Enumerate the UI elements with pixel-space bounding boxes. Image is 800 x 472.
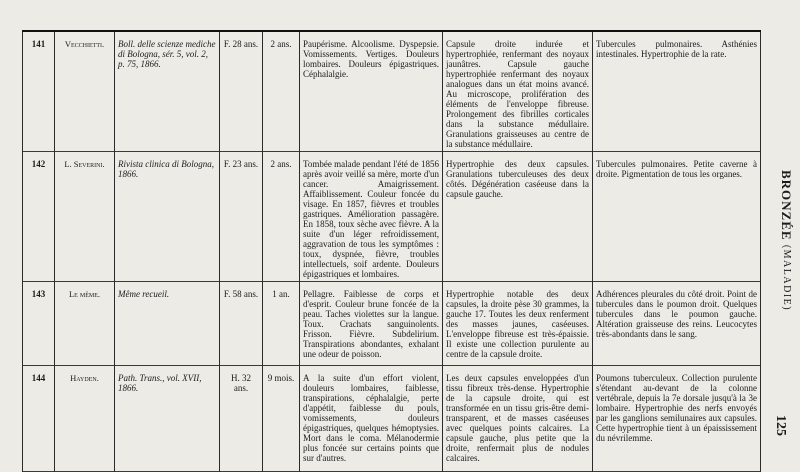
case-symptoms: Pellagre. Faiblesse de corps et d'esprit. Couleur brune foncée de la peau. Taches violettes sur la langue. Toux. Crachats sanguinolents. Frisson. Fièvre. Subdelirium. Transpirations abondantes, exhalant une odeur de poisson.	[300, 282, 443, 366]
case-source: Path. Trans., vol. XVII, 1866.	[115, 366, 220, 472]
case-duration: 1 an.	[263, 282, 300, 366]
case-capsules: Hypertrophie des deux capsules. Granulations tuberculeuses des deux côtés. Dégénération caséeuse dans la capsule gauche.	[443, 152, 593, 282]
case-symptoms: Tombée malade pendant l'été de 1856 après avoir veillé sa mère, morte d'un cancer. Amaigrissement. Affaiblissement. Couleur foncée du visage. En 1857, fièvres et troubles gastriques. Amélioration passagère. En 1858, toux sèche avec fièvre. A la suite d'un léger refroidissement, aggravation de tous les symptômes : toux, dyspnée, fièvre, troubles intellectuels, soif ardente. Douleurs épigastriques et lombaires.	[300, 152, 443, 282]
case-author: Vecchietti.	[55, 31, 115, 152]
case-symptoms: A la suite d'un effort violent, douleurs lombaires, faiblesse, transpirations, céphalalgie, perte d'appétit, faiblesse du pouls, vomissements, douleurs épigastriques, quelques hémoptysies. Mort dans le coma. Mélanodermie plus foncée sur certains points que sur d'autres.	[300, 366, 443, 472]
case-other-organs: Poumons tuberculeux. Collection purulente s'étendant au-devant de la colonne vertébrale, depuis la 7e dorsale jusqu'à la 3e lombaire. Hypertrophie des nerfs envoyés par les ganglions semilunaires aux capsules. Cette hypertrophie tient à un épaississement du névrilemme.	[593, 366, 761, 472]
running-head-subtitle: (MALADIE)	[781, 244, 792, 312]
case-source: Boll. delle scienze mediche di Bologna, sér. 5, vol. 2, p. 75, 1866.	[115, 31, 220, 152]
case-symptoms: Paupérisme. Alcoolisme. Dyspepsie. Vomissements. Vertiges. Douleurs lombaires. Douleurs épigastriques. Céphalalgie.	[300, 31, 443, 152]
case-table	[22, 30, 761, 472]
case-other-organs: Tubercules pulmonaires. Petite caverne à droite. Pigmentation de tous les organes.	[593, 152, 761, 282]
case-other-organs: Adhérences pleurales du côté droit. Point de tubercules dans le poumon droit. Quelques tubercules dans le poumon gauche. Altération graisseuse des reins. Leucocytes très-abondants dans le sang.	[593, 282, 761, 366]
case-number: 144	[23, 366, 55, 472]
case-author: Hayden.	[55, 366, 115, 472]
page-number: 125	[773, 415, 788, 436]
table-row	[23, 366, 761, 472]
case-capsules: Capsule droite indurée et hypertrophiée, renfermant des noyaux jaunâtres. Capsule gauche hypertrophiée renfermant des noyaux analogues dans un état moins avancé. Au microscope, prolifération des éléments de l'enveloppe fibreuse. Prolongement des fibrilles corticales dans la substance médullaire. Granulations graisseuses au centre de la substance médullaire.	[443, 31, 593, 152]
case-sex-age: H. 32 ans.	[220, 366, 263, 472]
case-duration: 2 ans.	[263, 152, 300, 282]
running-head	[768, 170, 794, 310]
case-capsules: Les deux capsules enveloppées d'un tissu fibreux très-dense. Hypertrophie de la capsule droite, qui est transformée en un tissu gris-être demi-transparent, et de masses caséeuses avec quelques points calcaires. La capsule gauche, plus petite que la droite, renfermait plus de nodules calcaires.	[443, 366, 593, 472]
table-row	[23, 282, 761, 366]
table-row	[23, 31, 761, 152]
case-source: Même recueil.	[115, 282, 220, 366]
case-source: Rivista clinica di Bologna, 1866.	[115, 152, 220, 282]
case-other-organs: Tubercules pulmonaires. Asthénies intestinales. Hypertrophie de la rate.	[593, 31, 761, 152]
case-number: 142	[23, 152, 55, 282]
case-author: L. Severini.	[55, 152, 115, 282]
case-sex-age: F. 23 ans.	[220, 152, 263, 282]
case-number: 141	[23, 31, 55, 152]
case-sex-age: F. 28 ans.	[220, 31, 263, 152]
case-number: 143	[23, 282, 55, 366]
case-duration: 9 mois.	[263, 366, 300, 472]
table-row	[23, 152, 761, 282]
running-head-title: BRONZÉE	[779, 170, 794, 241]
case-sex-age: F. 58 ans.	[220, 282, 263, 366]
case-author: Le même.	[55, 282, 115, 366]
case-duration: 2 ans.	[263, 31, 300, 152]
case-capsules: Hypertrophie notable des deux capsules, la droite pèse 30 grammes, la gauche 17. Toutes les deux renferment des masses jaunes, caséeuses. L'enveloppe fibreuse est très-épaissie. Il existe une collection purulente au centre de la capsule droite.	[443, 282, 593, 366]
